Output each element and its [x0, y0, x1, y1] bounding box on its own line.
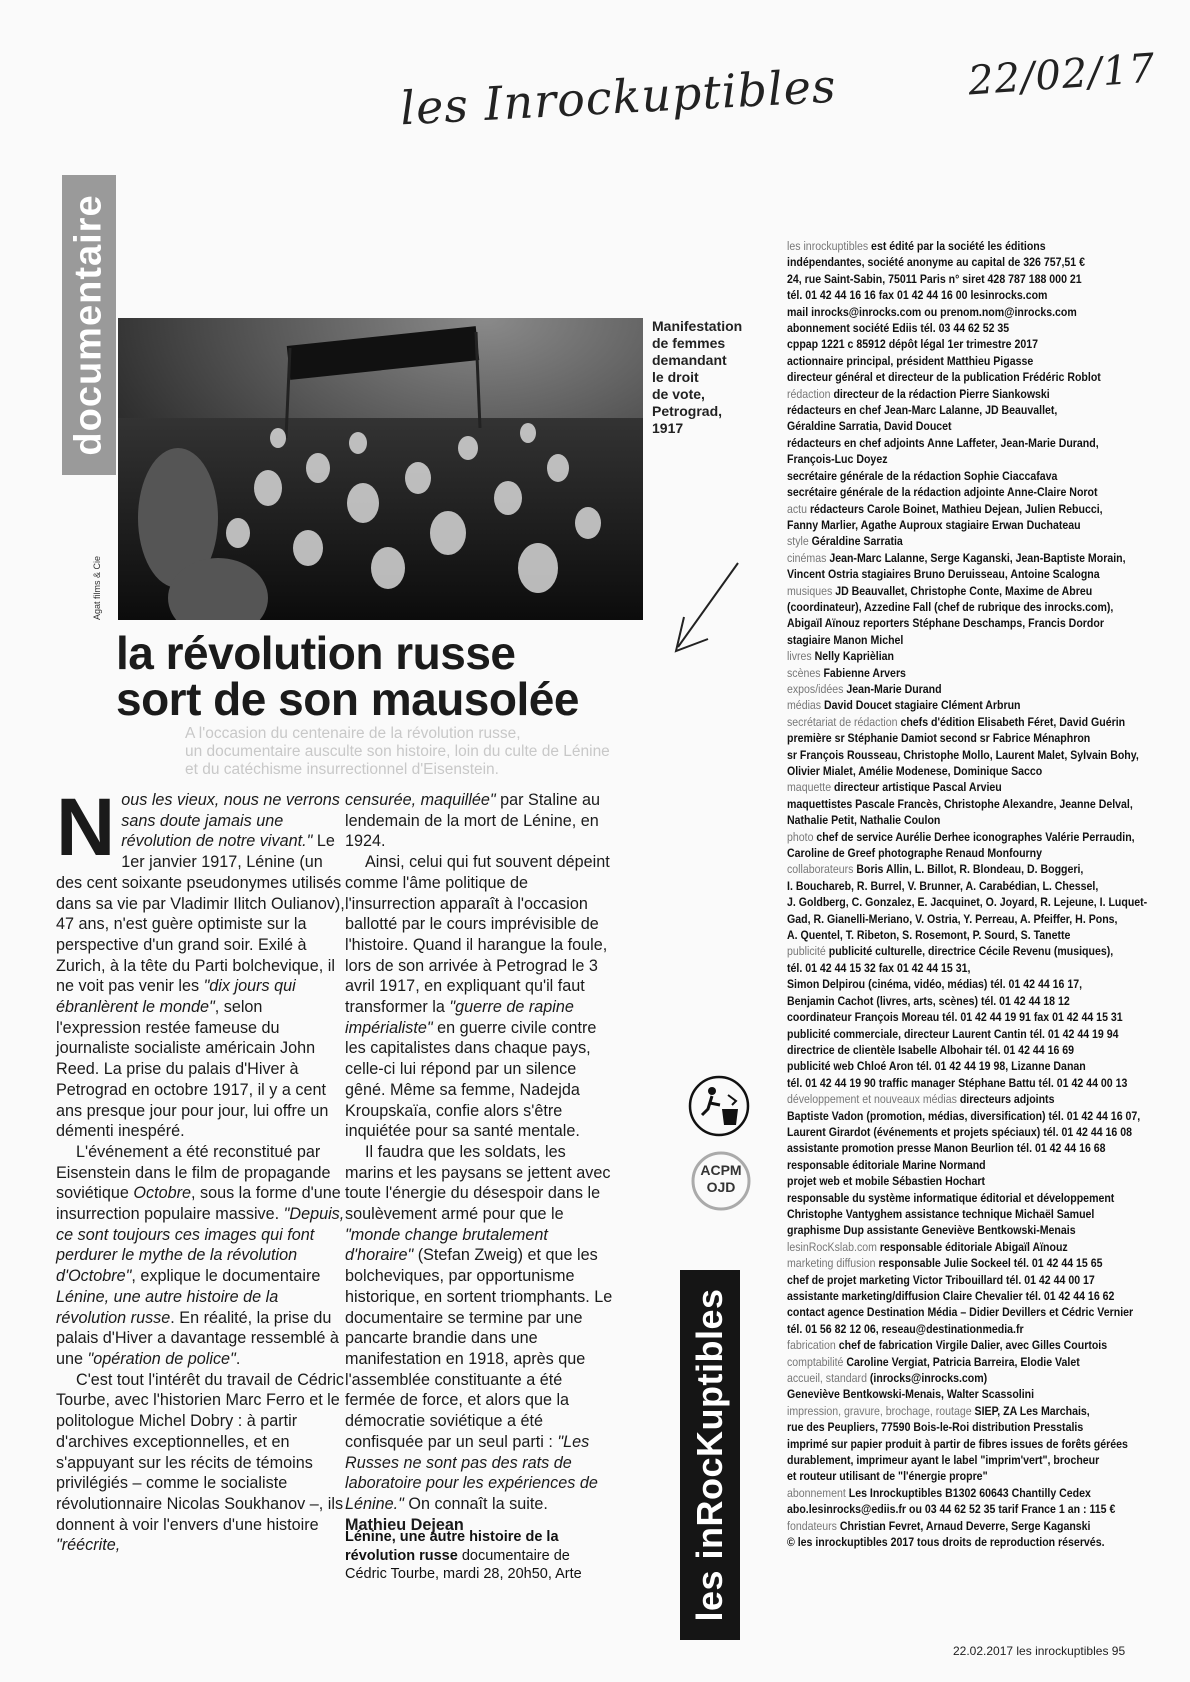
- masthead-line: [787, 435, 1127, 451]
- masthead-line: [787, 681, 1127, 697]
- headline: [116, 627, 656, 725]
- masthead-line: [787, 1288, 1127, 1304]
- handwritten-title: les Inrockuptibles: [398, 58, 838, 136]
- masthead-line: [787, 1337, 1127, 1353]
- masthead-line: [787, 1386, 1127, 1402]
- masthead-segment: première sr Stéphanie Damiot second sr Fabrice Ménaphron: [787, 731, 1091, 746]
- masthead-segment: mail inrocks@inrocks.com ou prenom.nom@inrocks.com: [787, 304, 1077, 319]
- masthead-segment: contact agence Destination Média – Didier Devillers et Cédric Vernier: [787, 1305, 1134, 1320]
- masthead: [787, 238, 1148, 1551]
- masthead-line: [787, 566, 1127, 582]
- masthead-segment: publicité: [787, 944, 829, 959]
- masthead-line: [787, 336, 1127, 352]
- masthead-segment: fabrication: [787, 1338, 839, 1353]
- masthead-line: [787, 697, 1127, 713]
- recycle-bin-icon: [688, 1075, 750, 1137]
- masthead-line: [787, 615, 1127, 631]
- masthead-segment: secrétaire générale de la rédaction adjointe Anne-Claire Norot: [787, 485, 1098, 500]
- masthead-segment: © les inrockuptibles 2017 tous droits de reproduction réservés.: [787, 1535, 1105, 1550]
- masthead-segment: rédaction: [787, 386, 834, 401]
- article-author: Mathieu Dejean: [345, 1515, 464, 1534]
- masthead-line: [787, 1272, 1127, 1288]
- masthead-segment: responsable Julie Sockeel tél. 01 42 44 15 65: [878, 1256, 1103, 1271]
- caption-line: Petrograd,: [652, 403, 723, 419]
- masthead-segment: secrétaire générale de la rédaction Sophie Ciaccafava: [787, 468, 1058, 483]
- masthead-line: [787, 1075, 1127, 1091]
- masthead-line: [787, 238, 1127, 254]
- masthead-line: [787, 632, 1127, 648]
- masthead-segment: (coordinateur), Azzedine Fall (chef de rubrique des inrocks.com),: [787, 599, 1114, 614]
- masthead-line: [787, 1042, 1127, 1058]
- documentary-title: Lénine, une autre histoire de la révolution russe: [345, 1529, 559, 1564]
- masthead-line: [787, 1255, 1127, 1271]
- masthead-line: [787, 665, 1127, 681]
- article-column-left: [56, 782, 346, 1556]
- masthead-segment: assistante marketing/diffusion Claire Chevalier tél. 01 42 44 16 62: [787, 1289, 1115, 1303]
- masthead-line: [787, 763, 1127, 779]
- handwritten-date: 22/02/17: [966, 45, 1158, 105]
- masthead-line: [787, 648, 1127, 664]
- headline-line: la révolution russe: [116, 627, 516, 679]
- masthead-segment: Caroline Vergiat, Patricia Barreira, Elodie Valet: [846, 1354, 1080, 1369]
- masthead-line: [787, 468, 1127, 484]
- article-column-middle: [345, 790, 615, 1535]
- masthead-line: [787, 418, 1127, 434]
- masthead-segment: secrétariat de rédaction: [787, 714, 901, 729]
- masthead-line: [787, 402, 1127, 418]
- masthead-line: [787, 1468, 1127, 1484]
- masthead-line: [787, 747, 1139, 763]
- masthead-segment: accueil, standard: [787, 1371, 870, 1386]
- masthead-segment: Baptiste Vadon (promotion, médias, diversification) tél. 01 42 44 16 07,: [787, 1108, 1141, 1123]
- masthead-segment: François-Luc Doyez: [787, 452, 888, 467]
- masthead-line: [787, 353, 1127, 369]
- masthead-segment: Christophe Vantyghem assistance technique Michaël Samuel: [787, 1206, 1095, 1221]
- section-tab: [62, 175, 116, 475]
- masthead-line: [787, 829, 1135, 845]
- masthead-segment: Simon Delpirou (cinéma, vidéo, médias) tél. 01 42 44 16 17,: [787, 977, 1083, 992]
- masthead-segment: directeurs adjoints: [959, 1092, 1055, 1107]
- masthead-segment: musiques: [787, 583, 836, 598]
- masthead-segment: stagiaire Manon Michel: [787, 632, 904, 647]
- masthead-segment: Vincent Ostria stagiaires Bruno Deruisseau, Antoine Scalogna: [787, 567, 1100, 582]
- masthead-segment: Olivier Mialet, Amélie Modenese, Dominique Sacco: [787, 764, 1043, 778]
- masthead-segment: rédacteurs Carole Boinet, Mathieu Dejean, Julien Rebucci,: [809, 501, 1103, 516]
- documentary-details: documentaire de Cédric Tourbe, mardi 28, 20h50, Arte: [345, 1547, 582, 1582]
- masthead-segment: médias: [787, 698, 825, 713]
- masthead-line: [787, 1321, 1127, 1337]
- masthead-segment: impression, gravure, brochage, routage: [787, 1403, 975, 1418]
- masthead-segment: 24, rue Saint-Sabin, 75011 Paris n° siret 428 787 188 000 21: [787, 271, 1082, 286]
- caption-line: de vote,: [652, 386, 705, 402]
- masthead-segment: publicité commerciale, directeur Laurent Cantin tél. 01 42 44 19 94: [787, 1026, 1119, 1041]
- masthead-line: [787, 1009, 1127, 1025]
- masthead-line: [787, 993, 1127, 1009]
- masthead-segment: chef de projet marketing Victor Tribouillard tél. 01 42 44 00 17: [787, 1272, 1095, 1287]
- masthead-segment: Christian Fevret, Arnaud Deverre, Serge Kaganski: [839, 1518, 1091, 1533]
- article-paragraph: Ainsi, celui qui fut souvent dépeint comme l'âme politique de l'insurrection apparaît à l'occasion ballotté par le cours imprévisible de l'histoire. Quand il harangue la foule, lors de son arrivée à Petrograd le 3 avril 1917, en expliquant qu'il faut transformer la "guerre de rapine impérialiste" en guerre civile contre les capitalistes dans chaque pays, celle-ci lui répond par un silence gêné. Même sa femme, Nadejda Kroupskaïa, confie alors s'être inquiétée pour sa santé mentale.: [345, 853, 610, 1141]
- masthead-line: [787, 1058, 1127, 1074]
- masthead-line: [787, 1370, 1127, 1386]
- headline-line: sort de son mausolée: [116, 673, 579, 725]
- masthead-line: [787, 599, 1127, 615]
- masthead-line: [787, 779, 1127, 795]
- masthead-segment: est édité par la société les éditions: [868, 239, 1046, 253]
- masthead-line: [787, 1304, 1134, 1320]
- handwritten-arrow-icon: [660, 555, 750, 665]
- masthead-segment: actu: [787, 501, 810, 516]
- masthead-line: [787, 386, 1127, 402]
- masthead-segment: graphisme Dup assistante Geneviève Bentkowski-Menais: [787, 1223, 1076, 1238]
- masthead-segment: directeur général et directeur de la publication Frédéric Roblot: [787, 370, 1101, 385]
- page-footer: 22.02.2017 les inrockuptibles 95: [953, 1644, 1126, 1658]
- masthead-segment: style: [787, 534, 812, 549]
- masthead-segment: Benjamin Cachot (livres, arts, scènes) tél. 01 42 44 18 12: [787, 993, 1070, 1008]
- masthead-line: [787, 1419, 1127, 1435]
- masthead-segment: tél. 01 42 44 15 32 fax 01 42 44 15 31,: [787, 960, 971, 975]
- masthead-line: [787, 583, 1127, 599]
- article-paragraph: Nous les vieux, nous ne verrons sans doute jamais une révolution de notre vivant." Le 1er janvier 1917, Lénine (un des cent soixante pseudonymes utilisés dans sa vie par Vladimir Ilitch Oulianov), 47 ans, n'est guère optimiste sur la perspective d'un grand soir. Exilé à Zurich, à la tête du Parti bolchevique, il ne voit pas venir les "dix jours qui ébranlèrent le monde", selon l'expression restée fameuse du journaliste socialiste américain John Reed. La prise du palais d'Hiver à Petrograd en octobre 1917, il y a cent ans presque jour pour jour, lui offre un démenti inespéré.: [56, 782, 345, 1141]
- masthead-line: [787, 550, 1127, 566]
- masthead-line: [787, 517, 1127, 533]
- masthead-segment: chef de service Aurélie Derhee iconographes Valérie Perraudin,: [816, 829, 1135, 844]
- masthead-line: [787, 1222, 1127, 1238]
- masthead-line: [787, 369, 1127, 385]
- masthead-line: [787, 796, 1133, 812]
- documentary-credit: [345, 1528, 615, 1584]
- drop-cap: N: [56, 782, 116, 873]
- masthead-segment: tél. 01 42 44 19 90 traffic manager Stéphane Battu tél. 01 42 44 00 13: [787, 1075, 1128, 1090]
- caption-line: de femmes: [652, 335, 726, 351]
- masthead-line: [787, 1190, 1127, 1206]
- masthead-segment: sr François Rousseau, Christophe Mollo, Laurent Malet, Sylvain Bohy,: [787, 747, 1139, 762]
- masthead-line: [787, 1026, 1127, 1042]
- masthead-line: [787, 1124, 1133, 1140]
- standfirst-line: A l'occasion du centenaire de la révolution russe,: [185, 725, 521, 742]
- masthead-segment: cinémas: [787, 550, 830, 565]
- ojd-line-2: OJD: [706, 1179, 736, 1195]
- masthead-segment: (inrocks@inrocks.com): [869, 1371, 988, 1386]
- masthead-segment: abonnement société Ediis tél. 03 44 62 52 35: [787, 321, 1010, 336]
- masthead-segment: Géraldine Sarratia, David Doucet: [787, 419, 952, 434]
- masthead-segment: cppap 1221 c 85912 dépôt légal 1er trimestre 2017: [787, 337, 1039, 352]
- standfirst-line: un documentaire ausculte son histoire, loin du culte de Lénine: [185, 743, 610, 760]
- masthead-segment: directeur de la rédaction Pierre Siankowski: [833, 386, 1050, 401]
- masthead-segment: durablement, imprimeur ayant le label "imprim'vert", brocheur: [787, 1453, 1100, 1468]
- ojd-badge: [690, 1150, 752, 1212]
- masthead-segment: responsable du système informatique éditorial et développement: [787, 1190, 1115, 1205]
- caption-line: demandant: [652, 352, 727, 368]
- masthead-segment: publicité web Chloé Aron tél. 01 42 44 19 98, Lizanne Danan: [787, 1059, 1086, 1074]
- masthead-line: [787, 1452, 1127, 1468]
- masthead-line: [787, 1091, 1127, 1107]
- masthead-segment: Fanny Marlier, Agathe Auproux stagiaire Erwan Duchateau: [787, 517, 1081, 532]
- masthead-segment: tél. 01 42 44 16 16 fax 01 42 44 16 00 lesinrocks.com: [787, 288, 1048, 303]
- caption-line: le droit: [652, 369, 699, 385]
- masthead-line: [787, 1501, 1127, 1517]
- masthead-segment: David Doucet stagiaire Clément Arbrun: [824, 698, 1021, 713]
- masthead-line: [787, 927, 1127, 943]
- masthead-line: [787, 1157, 1127, 1173]
- masthead-segment: photo: [787, 829, 817, 844]
- masthead-segment: Fabienne Arvers: [823, 665, 906, 680]
- masthead-segment: projet web et mobile Sébastien Hochart: [787, 1174, 986, 1189]
- masthead-segment: Nelly Kaprièlian: [814, 649, 894, 664]
- article-paragraph: Il faudra que les soldats, les marins et les paysans se jettent avec toute l'énergie du désespoir dans le soulèvement armé pour que le "monde change brutalement d'horaire" (Stefan Zweig) et que les bolcheviques, par opportunisme historique, en sortent triomphants. Le documentaire se termine par une pancarte brandie dans une manifestation en 1918, après que l'assemblée constituante a été fermée de force, et alors que la démocratie soviétique a été confisquée par un seul parti : "Les Russes ne sont pas des rats de laboratoire pour les expériences de Lénine." On connaît la suite.: [345, 1142, 613, 1513]
- article-paragraph: L'événement a été reconstitué par Eisenstein dans le film de propagande soviétique Octobre, sous la forme d'une insurrection populaire massive. "Depuis, ce sont toujours ces images qui font perdurer le mythe de la révolution d'Octobre", explique le documentaire Lénine, une autre histoire de la révolution russe. En réalité, la prise du palais d'Hiver a davantage ressemblé à une "opération de police".: [56, 1142, 345, 1368]
- masthead-segment: maquette: [787, 780, 835, 795]
- masthead-segment: développement et nouveaux médias: [787, 1092, 960, 1107]
- masthead-segment: Caroline de Greef photographe Renaud Monfourny: [787, 846, 1043, 861]
- masthead-line: [787, 501, 1127, 517]
- standfirst: [185, 725, 785, 779]
- masthead-line: [787, 714, 1127, 730]
- masthead-line: [787, 1140, 1127, 1156]
- masthead-line: [787, 976, 1127, 992]
- masthead-line: [787, 1485, 1127, 1501]
- masthead-segment: marketing diffusion: [787, 1256, 879, 1271]
- masthead-segment: Geneviève Bentkowski-Menais, Walter Scassolini: [787, 1387, 1035, 1402]
- masthead-line: [787, 1534, 1127, 1550]
- masthead-segment: SIEP, ZA Les Marchais,: [974, 1403, 1090, 1418]
- crowd-photo-image: [118, 318, 643, 620]
- masthead-line: [787, 1173, 1127, 1189]
- masthead-line: [787, 812, 1127, 828]
- masthead-segment: imprimé sur papier produit à partir de fibres issues de forêts gérées: [787, 1436, 1128, 1451]
- masthead-segment: Boris Allin, L. Billot, R. Blondeau, D. Boggeri,: [856, 862, 1084, 877]
- masthead-segment: publicité culturelle, directrice Cécile Revenu (musiques),: [828, 944, 1114, 959]
- masthead-segment: A. Quentel, T. Ribeton, S. Rosemont, P. Sourd, S. Tanette: [787, 928, 1071, 943]
- masthead-segment: fondateurs: [787, 1518, 840, 1533]
- masthead-segment: Laurent Girardot (événements et projets spéciaux) tél. 01 42 44 16 08: [787, 1124, 1133, 1139]
- brand-logo-strip: [680, 1270, 740, 1640]
- masthead-line: [787, 287, 1127, 303]
- article-photo: [118, 318, 643, 620]
- masthead-line: [787, 730, 1127, 746]
- masthead-segment: Nathalie Petit, Nathalie Coulon: [787, 813, 941, 828]
- masthead-segment: rue des Peupliers, 77590 Bois-le-Roi distribution Presstalis: [787, 1420, 1084, 1435]
- masthead-segment: coordinateur François Moreau tél. 01 42 44 19 91 fax 01 42 44 15 31: [787, 1010, 1123, 1025]
- masthead-segment: les inrockuptibles: [787, 239, 869, 253]
- masthead-segment: assistante promotion presse Manon Beurlion tél. 01 42 44 16 68: [787, 1141, 1106, 1156]
- masthead-segment: abonnement: [787, 1485, 849, 1500]
- masthead-segment: scènes: [787, 665, 824, 680]
- masthead-segment: abo.lesinrocks@ediis.fr ou 03 44 62 52 35 tarif France 1 an : 115 €: [787, 1502, 1116, 1517]
- masthead-segment: responsable éditoriale Abigaïl Aïnouz: [879, 1239, 1068, 1254]
- masthead-line: [787, 1403, 1127, 1419]
- masthead-line: [787, 861, 1127, 877]
- masthead-segment: I. Bouchareb, R. Burrel, V. Brunner, A. Carabédian, L. Chessel,: [787, 878, 1099, 893]
- masthead-segment: rédacteurs en chef adjoints Anne Laffeter, Jean-Marie Durand,: [787, 435, 1099, 450]
- section-tab-label: documentaire: [67, 194, 110, 456]
- masthead-segment: J. Goldberg, C. Gonzalez, E. Jacquinet, O. Joyard, R. Lejeune, I. Luquet-: [787, 895, 1148, 910]
- masthead-line: [787, 911, 1127, 927]
- caption-line: 1917: [652, 420, 684, 436]
- masthead-segment: directeur artistique Pascal Arvieu: [834, 780, 1002, 795]
- masthead-segment: indépendantes, société anonyme au capital de 326 757,51 €: [787, 255, 1086, 270]
- masthead-line: [787, 1354, 1127, 1370]
- masthead-segment: tél. 01 56 82 12 06, reseau@destinationmedia.fr: [787, 1321, 1024, 1336]
- masthead-line: [787, 943, 1127, 959]
- masthead-segment: chefs d'édition Elisabeth Féret, David Guérin: [900, 714, 1126, 729]
- article-paragraph: C'est tout l'intérêt du travail de Cédric Tourbe, avec l'historien Marc Ferro et le politologue Michel Dobry : à partir d'archives exceptionnelles, et en s'appuyant sur les récits de témoins privilégiés – comme le socialiste révolutionnaire Nicolas Soukhanov –, ils donnent à voir l'envers d'une histoire "réécrite,: [56, 1370, 345, 1555]
- masthead-segment: Jean-Marie Durand: [846, 681, 942, 696]
- masthead-segment: Jean-Marc Lalanne, Serge Kaganski, Jean-Baptiste Morain,: [829, 550, 1126, 565]
- masthead-line: [787, 304, 1127, 320]
- masthead-segment: maquettistes Pascale Francès, Christophe Alexandre, Jeanne Delval,: [787, 796, 1133, 811]
- masthead-segment: directrice de clientèle Isabelle Albohair tél. 01 42 44 16 69: [787, 1042, 1075, 1057]
- brand-logo-text: les inRocKuptibles: [689, 1288, 730, 1622]
- masthead-line: [787, 1239, 1127, 1255]
- masthead-line: [787, 960, 1127, 976]
- masthead-line: [787, 451, 1127, 467]
- masthead-segment: comptabilité: [787, 1354, 847, 1369]
- masthead-line: [787, 1518, 1127, 1534]
- masthead-segment: actionnaire principal, président Matthieu Pigasse: [787, 353, 1034, 368]
- caption-line: Manifestation: [652, 318, 743, 334]
- masthead-segment: Gad, R. Gianelli-Meriano, V. Ostria, Y. Perreau, A. Pfeiffer, H. Pons,: [787, 911, 1118, 926]
- masthead-segment: JD Beauvallet, Christophe Conte, Maxime de Abreu: [835, 583, 1093, 598]
- masthead-segment: livres: [787, 649, 815, 664]
- masthead-segment: chef de fabrication Virgile Dalier, avec Gilles Courtois: [838, 1338, 1108, 1353]
- masthead-segment: lesinRocKslab.com: [787, 1239, 880, 1254]
- masthead-segment: et routeur utilisant de "l'énergie propre": [787, 1469, 988, 1484]
- ojd-line-1: ACPM: [700, 1162, 742, 1178]
- masthead-line: [787, 1108, 1141, 1124]
- masthead-line: [787, 320, 1127, 336]
- masthead-segment: collaborateurs: [787, 862, 857, 877]
- masthead-segment: expos/idées: [787, 681, 847, 696]
- standfirst-line: et du catéchisme insurrectionnel d'Eisenstein.: [185, 761, 499, 778]
- masthead-line: [787, 271, 1127, 287]
- masthead-line: [787, 1436, 1127, 1452]
- masthead-segment: responsable éditoriale Marine Normand: [787, 1157, 986, 1172]
- photo-credit-text: Agat films & Cie: [92, 555, 102, 620]
- masthead-line: [787, 484, 1127, 500]
- masthead-line: [787, 533, 1127, 549]
- masthead-line: [787, 254, 1127, 270]
- article-paragraph: censurée, maquillée" par Staline au lendemain de la mort de Lénine, en 1924.: [345, 791, 601, 851]
- masthead-segment: Abigaïl Aïnouz reporters Stéphane Deschamps, Francis Dordor: [787, 616, 1104, 631]
- masthead-segment: rédacteurs en chef Jean-Marc Lalanne, JD Beauvallet,: [787, 403, 1058, 418]
- masthead-line: [787, 845, 1127, 861]
- masthead-segment: Les Inrockuptibles B1302 60643 Chantilly Cedex: [848, 1485, 1091, 1500]
- masthead-line: [787, 894, 1148, 910]
- masthead-segment: Géraldine Sarratia: [811, 534, 903, 549]
- masthead-line: [787, 1206, 1127, 1222]
- masthead-line: [787, 878, 1127, 894]
- photo-caption: [652, 318, 744, 437]
